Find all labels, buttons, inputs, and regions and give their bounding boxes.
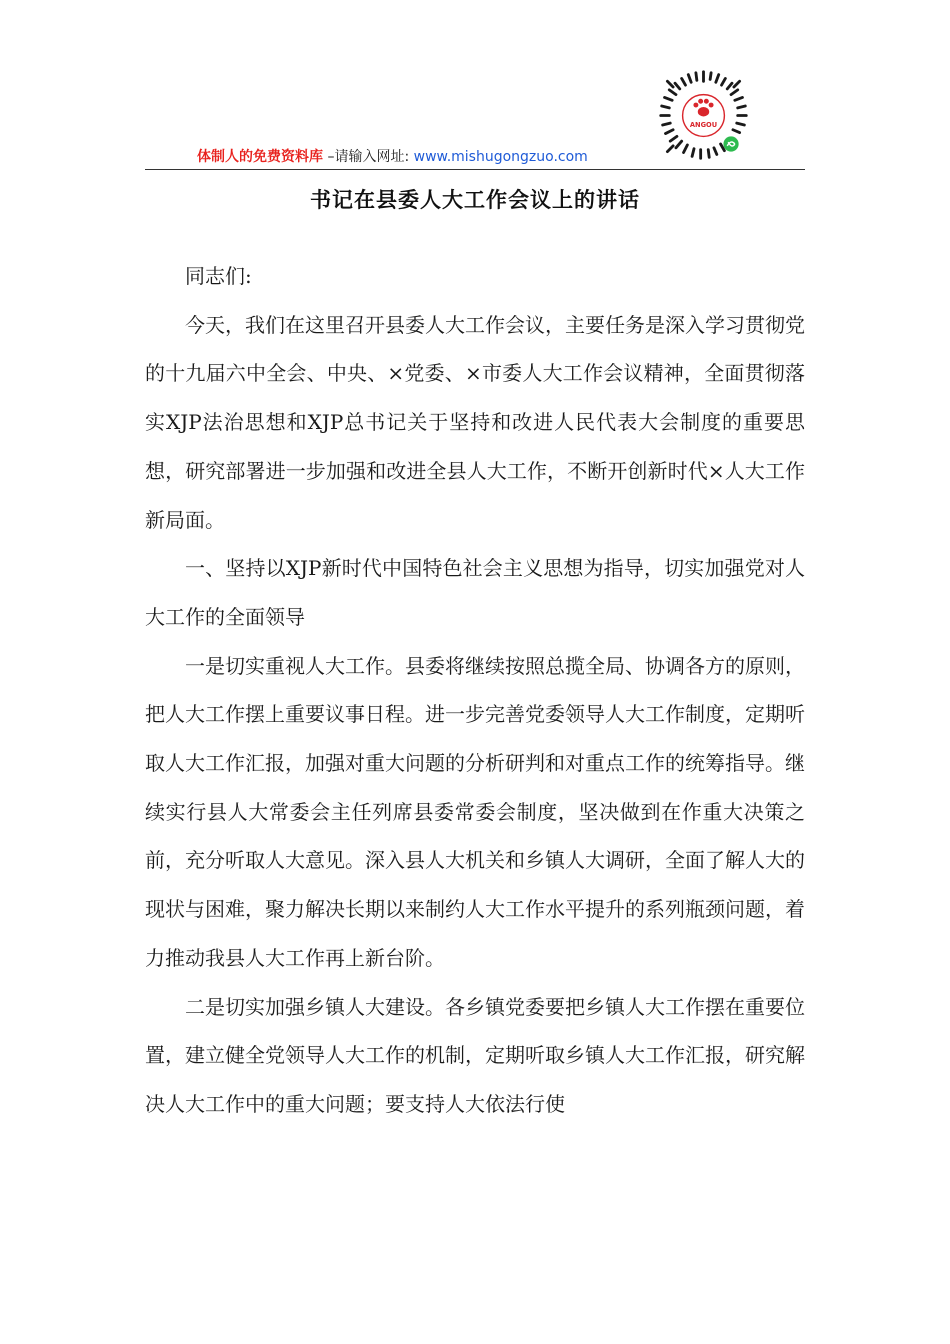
section-heading-1: 一、坚持以XJP新时代中国特色社会主义思想为指导，切实加强党对人大工作的全面领导	[145, 556, 805, 629]
salutation: 同志们:	[185, 264, 252, 288]
body-paragraph-point-2: 二是切实加强乡镇人大建设。各乡镇党委要把乡镇人大工作摆在重要位置，建立健全党领导人大工作的机制，定期听取乡镇人大工作汇报，研究解决人大工作中的重大问题；要支持人大依法行使	[145, 994, 805, 1116]
body-paragraph-point-1: 一是切实重视人大工作。县委将继续按照总揽全局、协调各方的原则，把人大工作摆上重要议事日程。进一步完善党委领导人大工作制度，定期听取人大工作汇报，加强对重大问题的分析研判和对重点工作的统筹指导。继续实行县人大常委会主任列席县委常委会制度，坚决做到在作重大决策之前，充分听取人大意见。深入县人大机关和乡镇人大调研，全面了解人大的现状与困难，聚力解决长期以来制约人大工作水平提升的系列瓶颈问题，着力推动我县人大工作再上新台阶。	[145, 653, 805, 970]
document-title: 书记在县委人大工作会议上的讲话	[310, 188, 640, 212]
brand-text: 体制人的免费资料库	[197, 149, 323, 165]
header-banner	[197, 146, 588, 166]
mini-program-qr-code-icon	[656, 68, 751, 163]
website-link[interactable]: www.mishugongzuo.com	[413, 149, 588, 165]
svg-text:ANGOU: ANGOU	[689, 120, 718, 129]
header-divider	[145, 169, 805, 170]
document-body	[145, 252, 805, 1129]
url-prompt: –请输入网址:	[323, 149, 414, 165]
body-paragraph-intro: 今天，我们在这里召开县委人大工作会议，主要任务是深入学习贯彻党的十九届六中全会、中央、×党委、×市委人大工作会议精神，全面贯彻落实XJP法治思想和XJP总书记关于坚持和改进人民代表大会制度的重要思想，研究部署进一步加强和改进全县人大工作，不断开创新时代×人大工作新局面。	[145, 312, 805, 532]
